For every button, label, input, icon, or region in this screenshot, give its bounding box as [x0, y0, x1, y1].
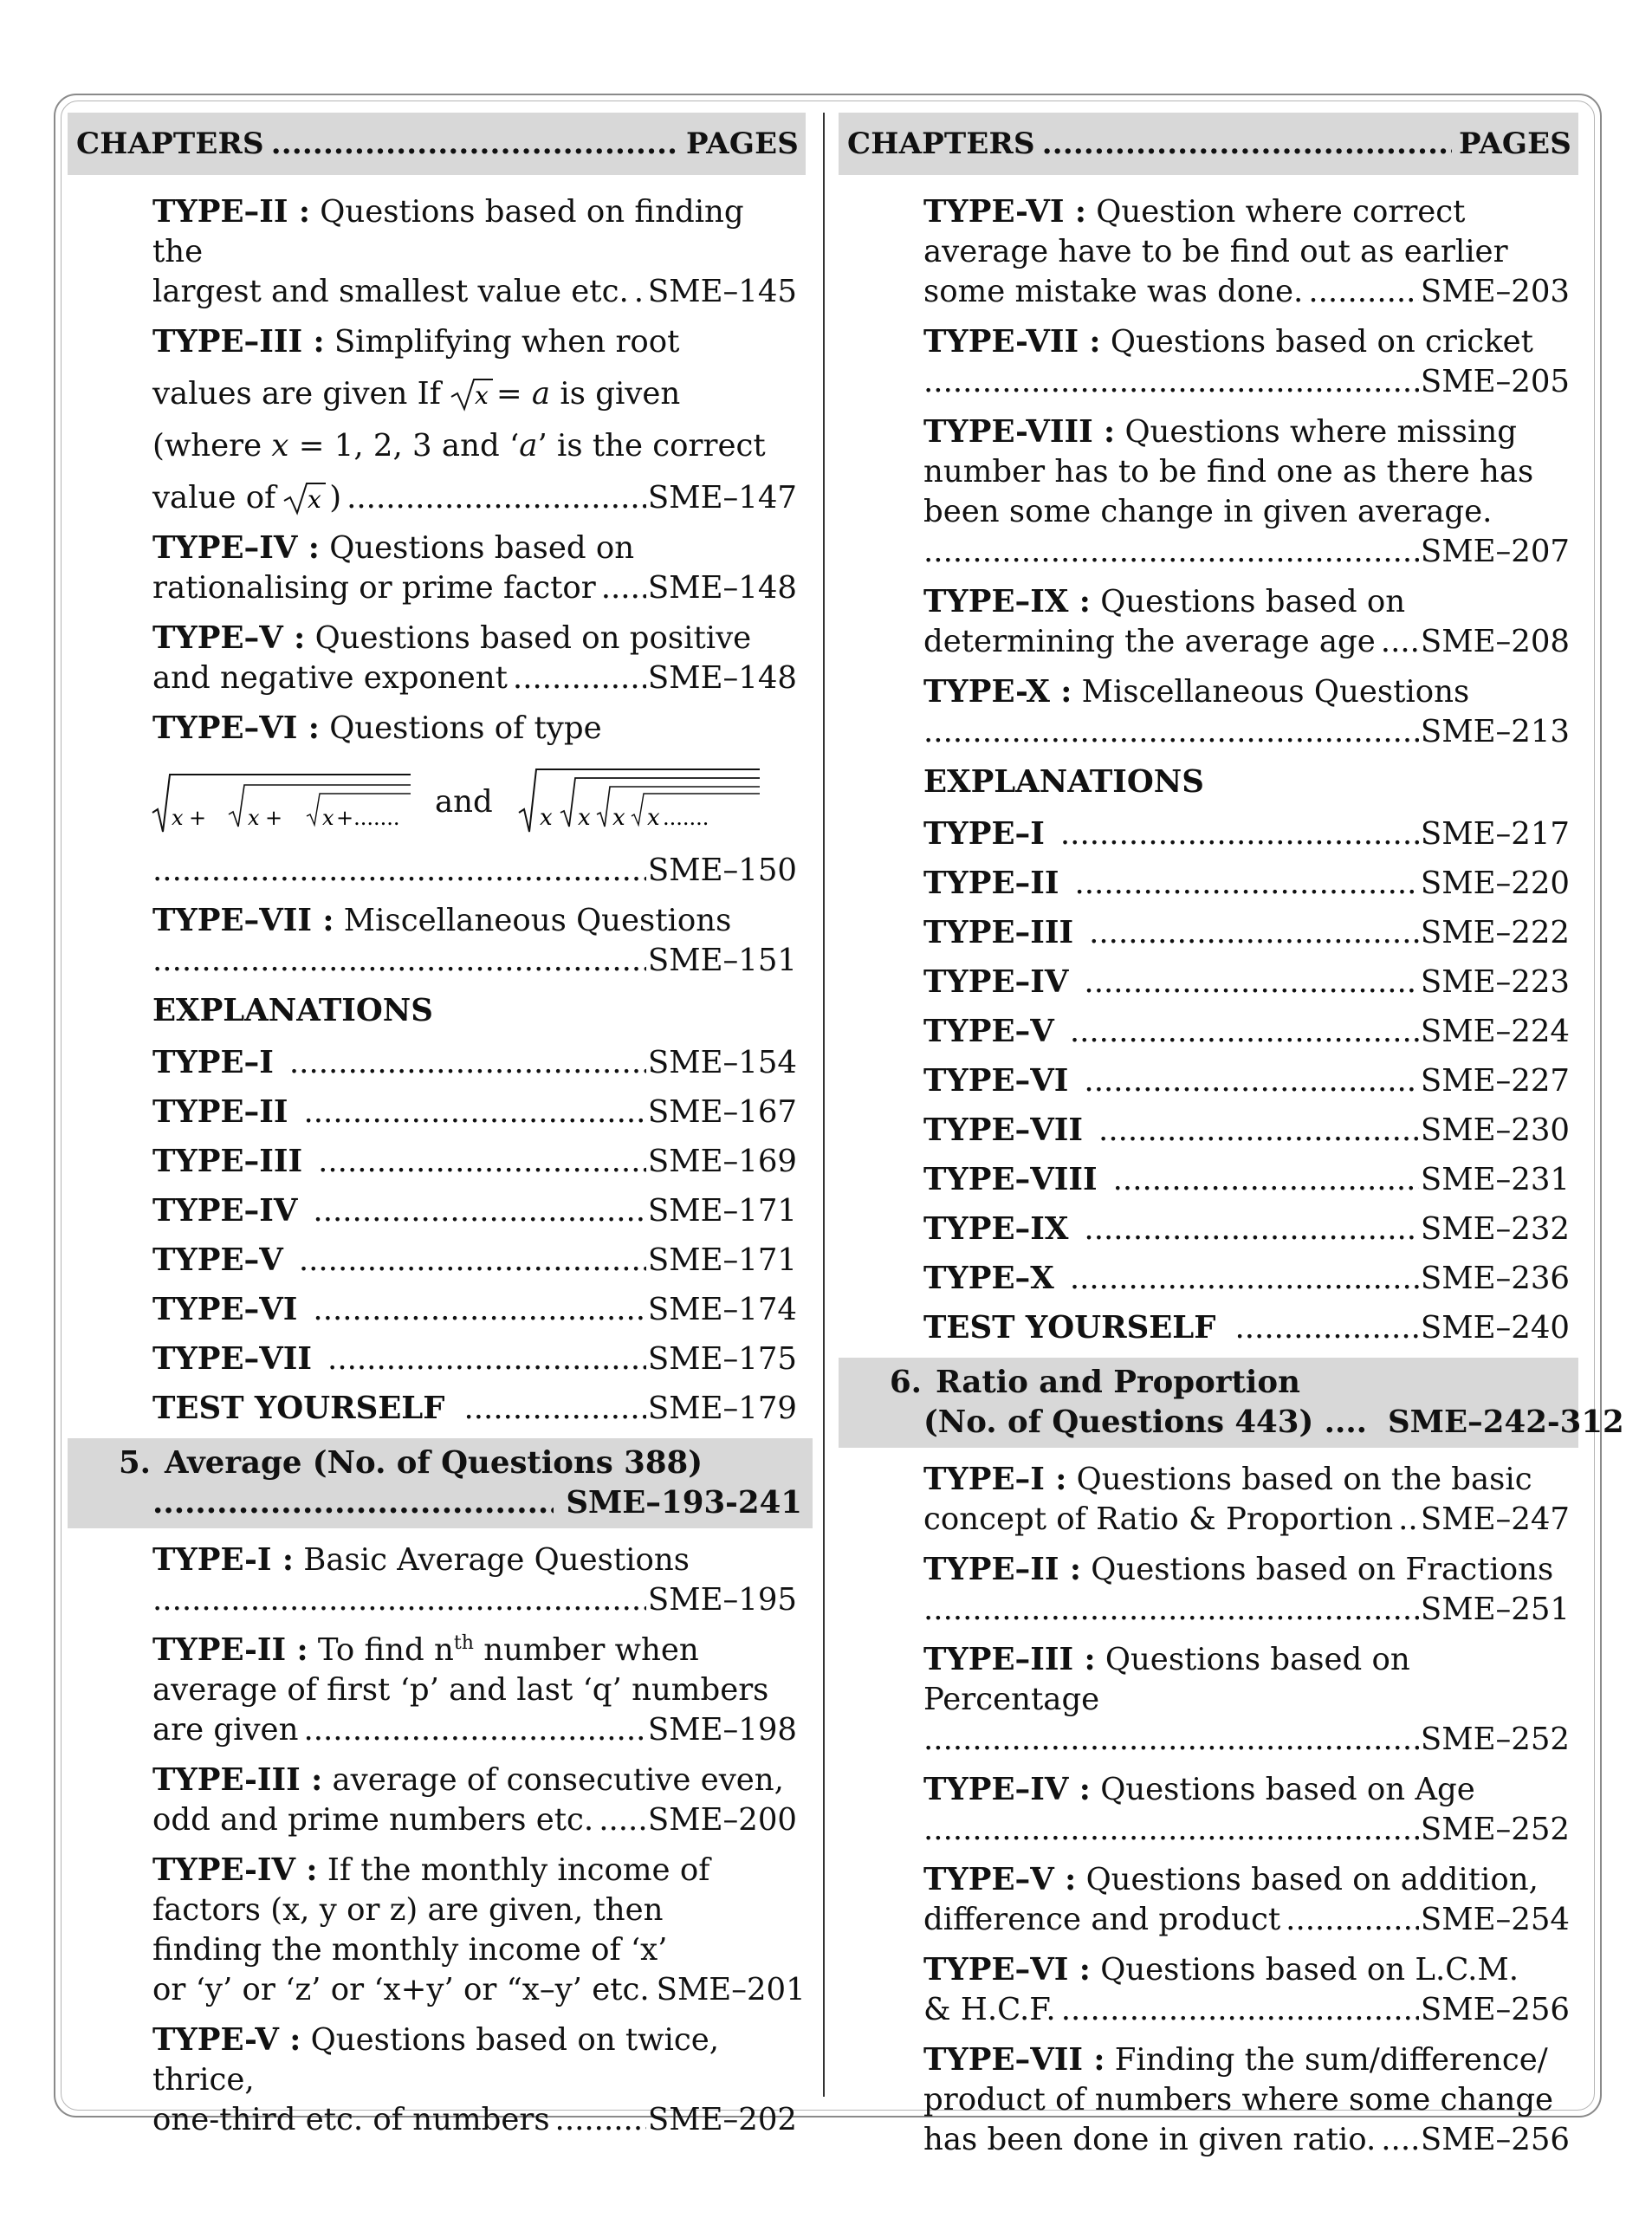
leader-dots — [1089, 913, 1419, 953]
chapter-number: 5. — [118, 1445, 151, 1481]
explanations-list — [923, 814, 1570, 1348]
toc-entry[interactable] — [152, 1043, 797, 1083]
entry-page: SME–252 — [1420, 1722, 1570, 1757]
entry-text: finding the monthly income of ‘x’ — [152, 1932, 668, 1968]
leader-dots — [923, 712, 1419, 752]
leader-dots — [1234, 1308, 1418, 1348]
leader-dots — [1113, 1160, 1419, 1200]
leader-dots — [634, 272, 646, 312]
toc-entry[interactable] — [923, 864, 1570, 904]
entry-page: SME–230 — [1420, 1112, 1570, 1148]
toc-entry[interactable] — [152, 529, 797, 608]
entry-text: Questions based on cricket — [1110, 324, 1533, 360]
leader-dots — [1061, 1990, 1419, 2030]
entry-type: TEST YOURSELF — [923, 1310, 1216, 1346]
entry-text: or ‘y’ or ‘z’ or ‘x+y’ or “x–y’ etc. — [152, 1972, 650, 2007]
entry-page: SME–217 — [1420, 816, 1570, 852]
entry-page: SME–231 — [1420, 1162, 1570, 1197]
toc-entry[interactable] — [923, 1860, 1570, 1940]
leader-dots — [601, 568, 646, 608]
entry-page: SME–222 — [1420, 915, 1570, 950]
leader-dots — [1308, 272, 1419, 312]
entry-page: SME–171 — [647, 1242, 797, 1278]
entry-page: SME–236 — [1420, 1261, 1570, 1296]
leader-dots — [923, 1810, 1419, 1850]
entry-type: TYPE–VI — [152, 1292, 298, 1327]
entry-text: Miscellaneous Questions — [343, 903, 732, 938]
entry-page: SME–220 — [1420, 866, 1570, 901]
explanations-title: EXPLANATIONS — [152, 993, 433, 1028]
left-entries — [68, 175, 806, 1429]
entry-page: SME–179 — [647, 1391, 797, 1426]
entry-text: number when — [483, 1632, 699, 1668]
entry-text: Questions based on — [329, 530, 635, 566]
entry-page: SME–254 — [1420, 1902, 1570, 1937]
svg-text:x: x — [172, 806, 184, 830]
entry-type: TEST YOURSELF — [152, 1391, 445, 1426]
chapter-title: Ratio and Proportion — [936, 1365, 1300, 1400]
toc-entry[interactable] — [152, 1093, 797, 1132]
entry-page: SME–198 — [647, 1712, 797, 1748]
toc-entry[interactable] — [923, 1950, 1570, 2030]
math-var: x — [271, 428, 289, 464]
leader-dots — [923, 1590, 1419, 1630]
svg-text:x: x — [539, 805, 553, 831]
chapter-count: (No. of Questions 443) .... — [923, 1404, 1368, 1440]
leader-dots — [347, 478, 646, 518]
entry-text: has been done in given ratio. — [923, 2122, 1377, 2157]
leader-dots — [1098, 1111, 1419, 1151]
entry-page: SME–223 — [1420, 964, 1570, 1000]
header-pages: PAGES — [1459, 126, 1571, 161]
entry-text: Questions based on Percentage — [923, 1642, 1410, 1717]
toc-entry[interactable] — [923, 814, 1570, 854]
toc-entry[interactable]: TYPE–III : Simplifying when root values are given If x = a is given (where x = 1, 2, 3 and ‘a’ is the correct value of x ) ..... SME–147 — [152, 322, 797, 518]
toc-entry[interactable] — [923, 412, 1570, 572]
entry-text: Questions of type — [329, 710, 602, 746]
chapter-5-entries — [68, 1534, 806, 2140]
leader-dots — [313, 1290, 645, 1330]
entry-text: Finding the sum/difference/ — [1114, 2042, 1548, 2078]
entry-text: = — [496, 376, 522, 412]
toc-entry[interactable] — [923, 192, 1570, 312]
leader-dots — [1084, 963, 1418, 1002]
svg-text:x: x — [248, 806, 260, 830]
toc-entry[interactable] — [923, 1111, 1570, 1151]
entry-page: SME–195 — [647, 1582, 797, 1618]
leader-dots — [1070, 1259, 1419, 1299]
entry-type: TYPE-VII : — [923, 324, 1101, 360]
svg-text:x: x — [308, 485, 322, 514]
toc-entry[interactable] — [152, 1142, 797, 1182]
header-leader — [271, 126, 679, 161]
entry-type: TYPE–IV — [152, 1193, 298, 1229]
entry-page: SME–150 — [647, 853, 797, 888]
leader-dots — [1060, 814, 1419, 854]
leader-dots — [1070, 1012, 1419, 1052]
entry-text: value of — [152, 480, 276, 516]
leader-dots — [923, 532, 1419, 572]
entry-text: Questions based on L.C.M. — [1100, 1952, 1519, 1988]
chapter-number: 6. — [889, 1365, 922, 1400]
entry-page: SME–171 — [647, 1193, 797, 1229]
entry-type: TYPE–VIII — [923, 1162, 1098, 1197]
leader-dots — [1074, 864, 1418, 904]
toc-entry[interactable] — [152, 1761, 797, 1840]
entry-text: average of first ‘p’ and last ‘q’ numbers — [152, 1672, 769, 1708]
entry-type: TYPE–VI : — [923, 1952, 1091, 1988]
leader-dots — [152, 1483, 554, 1523]
entry-text: some mistake was done. — [923, 274, 1304, 309]
entry-text: Questions based on addition, — [1085, 1862, 1539, 1897]
leader-dots — [289, 1043, 646, 1083]
entry-type: TYPE-IV : — [152, 1852, 318, 1888]
entry-text: factors (x, y or z) are given, then — [152, 1892, 664, 1928]
entry-type: TYPE–II : — [152, 194, 310, 230]
header-chapters: CHAPTERS — [847, 126, 1035, 161]
toc-entry[interactable] — [152, 1389, 797, 1429]
toc-entry[interactable] — [152, 1540, 797, 1620]
svg-text:x: x — [646, 805, 660, 831]
leader-dots — [303, 1093, 645, 1132]
entry-page: SME–208 — [1420, 624, 1570, 659]
svg-text:.......: ....... — [662, 806, 709, 830]
entry-type: TYPE–VI — [923, 1063, 1069, 1099]
toc-entry[interactable] — [152, 709, 797, 891]
nested-radical-formula — [151, 762, 797, 842]
entry-type: TYPE–I : — [923, 1462, 1067, 1497]
entry-text: Questions based on positive — [314, 620, 752, 656]
entry-type: TYPE–IV : — [152, 530, 320, 566]
entry-text: Miscellaneous Questions — [1081, 674, 1470, 710]
column-divider — [823, 113, 825, 2097]
entry-text: Questions based on finding the — [152, 194, 744, 269]
header-leader — [1042, 126, 1452, 161]
entry-page: SME–251 — [1420, 1592, 1570, 1627]
svg-text:x: x — [322, 806, 334, 830]
entry-page: SME–207 — [1420, 534, 1570, 569]
entry-type: TYPE–V : — [923, 1862, 1077, 1897]
entry-page: SME–154 — [647, 1045, 797, 1080]
nested-sqrt-product-icon — [517, 762, 760, 842]
entry-type: TYPE-III : — [152, 1762, 323, 1798]
toc-entry[interactable] — [923, 1259, 1570, 1299]
toc-entry[interactable] — [923, 913, 1570, 953]
entry-text: are given — [152, 1712, 299, 1748]
entry-page: SME–169 — [647, 1144, 797, 1179]
toc-entry[interactable] — [152, 901, 797, 981]
leader-dots — [555, 2100, 646, 2140]
entry-text: average of consecutive even, — [332, 1762, 784, 1798]
entry-type: TYPE–VII — [152, 1341, 313, 1377]
toc-entry[interactable] — [923, 582, 1570, 662]
entry-text: ’ is the correct — [537, 428, 766, 464]
entry-text: (where — [152, 428, 262, 464]
entry-text: been some change in given average. — [923, 494, 1493, 529]
entry-type: TYPE–V — [923, 1014, 1054, 1049]
entry-type: TYPE-X : — [923, 674, 1072, 710]
leader-dots — [152, 941, 646, 981]
entry-page: SME–247 — [1420, 1501, 1570, 1537]
leader-dots — [1398, 1500, 1419, 1540]
leader-dots — [599, 1800, 646, 1840]
math-var: a — [519, 428, 538, 464]
svg-text:+: + — [265, 806, 283, 830]
entry-text: is given — [560, 376, 681, 412]
toc-entry[interactable] — [923, 1550, 1570, 1630]
entry-page: SME–151 — [647, 943, 797, 978]
entry-page: SME–148 — [647, 570, 797, 606]
chapter-pages: SME–193-241 — [566, 1485, 802, 1521]
entry-text: one-third etc. of numbers — [152, 2102, 550, 2137]
entry-type: TYPE–II — [152, 1094, 288, 1130]
leader-dots — [1084, 1061, 1418, 1101]
entry-text: and negative exponent — [152, 660, 508, 696]
toc-entry[interactable] — [152, 1241, 797, 1281]
toc-entry[interactable] — [923, 1160, 1570, 1200]
chapter-pages: SME–242-312 — [1388, 1404, 1624, 1440]
entry-type: TYPE–IX : — [923, 584, 1091, 619]
entry-type: TYPE–I — [923, 816, 1045, 852]
entry-page: SME–203 — [1420, 274, 1570, 309]
svg-text:+: + — [189, 806, 207, 830]
leader-dots — [303, 1710, 645, 1750]
entry-text: difference and product — [923, 1902, 1281, 1937]
superscript: th — [453, 1632, 474, 1655]
explanations-list — [152, 1043, 797, 1429]
entry-page: SME–145 — [647, 274, 797, 309]
entry-text: product of numbers where some change — [923, 2082, 1554, 2117]
entry-page: SME–256 — [1420, 1992, 1570, 2027]
toc-entry[interactable] — [152, 2020, 797, 2140]
entry-type: TYPE–II — [923, 866, 1059, 901]
leader-dots — [923, 1720, 1419, 1760]
entry-text: rationalising or prime factor — [152, 570, 596, 606]
toc-entry[interactable] — [152, 192, 797, 312]
entry-page: SME–200 — [647, 1802, 797, 1838]
entry-type: TYPE–VII : — [152, 903, 334, 938]
entry-text: Questions based on the basic — [1076, 1462, 1532, 1497]
toc-entry[interactable] — [152, 1851, 806, 2010]
entry-text: To find n — [317, 1632, 454, 1668]
right-entries — [839, 175, 1578, 1348]
entry-type: TYPE–V : — [152, 620, 306, 656]
leader-dots — [463, 1389, 645, 1429]
left-column — [68, 113, 806, 2150]
leader-dots — [327, 1339, 646, 1379]
entry-text: Questions based on Age — [1100, 1772, 1475, 1807]
entry-page: SME–252 — [1420, 1812, 1570, 1847]
leader-dots — [152, 1580, 646, 1620]
toc-entry[interactable] — [152, 1631, 797, 1750]
toc-entry[interactable] — [923, 1210, 1570, 1249]
right-header — [839, 113, 1578, 175]
entry-page: SME–201 — [656, 1972, 806, 2007]
chapter-title: Average (No. of Questions 388) — [165, 1445, 703, 1481]
entry-type: TYPE-II : — [152, 1632, 308, 1668]
entry-page: SME–227 — [1420, 1063, 1570, 1099]
leader-dots — [299, 1241, 646, 1281]
right-column — [839, 113, 1624, 2170]
entry-page: SME–232 — [1420, 1211, 1570, 1247]
leader-dots — [513, 658, 646, 698]
entry-text: Basic Average Questions — [303, 1542, 690, 1578]
entry-type: TYPE–VII : — [923, 2042, 1105, 2078]
toc-entry[interactable] — [923, 963, 1570, 1002]
toc-entry[interactable] — [152, 619, 797, 698]
entry-text: Question where correct — [1096, 194, 1466, 230]
entry-page: SME–224 — [1420, 1014, 1570, 1049]
nested-sqrt-sum-icon — [151, 762, 411, 842]
toc-entry[interactable] — [923, 1770, 1570, 1850]
chapter-6-entries — [839, 1453, 1578, 2160]
entry-type: TYPE–VII — [923, 1112, 1084, 1148]
entry-type: TYPE–III : — [923, 1642, 1096, 1677]
entry-page: SME–256 — [1420, 2122, 1570, 2157]
formula-and: and — [435, 784, 493, 820]
entry-page: SME–167 — [647, 1094, 797, 1130]
entry-text: concept of Ratio & Proportion — [923, 1501, 1394, 1537]
entry-type: TYPE–X — [923, 1261, 1054, 1296]
entry-page: SME–205 — [1420, 364, 1570, 399]
entry-text: average have to be find out as earlier — [923, 234, 1508, 269]
toc-entry[interactable] — [152, 1191, 797, 1231]
toc-entry[interactable] — [923, 1308, 1570, 1348]
left-header — [68, 113, 806, 175]
toc-entry[interactable] — [923, 672, 1570, 752]
entry-type: TYPE–IV : — [923, 1772, 1091, 1807]
entry-text: determining the average age — [923, 624, 1376, 659]
math-var: a — [531, 376, 551, 412]
entry-text: largest and smallest value etc. — [152, 274, 629, 309]
entry-text: Questions where missing — [1124, 414, 1517, 450]
toc-entry[interactable] — [923, 1640, 1570, 1760]
entry-text: If the monthly income of — [327, 1852, 710, 1888]
entry-type: TYPE–VI : — [152, 710, 320, 746]
svg-text:+.......: +....... — [336, 806, 400, 830]
entry-text: values are given If — [152, 376, 441, 412]
toc-entry[interactable] — [152, 1339, 797, 1379]
entry-text: Questions based on Fractions — [1091, 1552, 1554, 1587]
leader-dots — [313, 1191, 645, 1231]
entry-page: SME–174 — [647, 1292, 797, 1327]
header-chapters: CHAPTERS — [76, 126, 264, 161]
leader-dots — [152, 851, 646, 891]
entry-page: SME–175 — [647, 1341, 797, 1377]
entry-type: TYPE–I — [152, 1045, 274, 1080]
entry-type: TYPE–V — [152, 1242, 283, 1278]
entry-page: SME–213 — [1420, 714, 1570, 749]
entry-type: TYPE–IV — [923, 964, 1069, 1000]
leader-dots — [1286, 1900, 1419, 1940]
chapter-6-heading[interactable] — [839, 1358, 1624, 1448]
sqrt-icon — [450, 376, 493, 412]
entry-type: TYPE–IX — [923, 1211, 1069, 1247]
leader-dots — [1084, 1210, 1418, 1249]
leader-dots — [923, 362, 1419, 402]
toc-entry[interactable] — [923, 1460, 1570, 1540]
entry-text: odd and prime numbers etc. — [152, 1802, 594, 1838]
toc-entry[interactable] — [923, 2040, 1570, 2160]
entry-type: TYPE–II : — [923, 1552, 1081, 1587]
entry-page: SME–148 — [647, 660, 797, 696]
entry-type: TYPE-V : — [152, 2022, 301, 2058]
svg-text:x: x — [474, 381, 489, 410]
entry-text: = 1, 2, 3 and ‘ — [298, 428, 520, 464]
header-pages: PAGES — [686, 126, 799, 161]
entry-type: TYPE-VIII : — [923, 414, 1116, 450]
toc-entry[interactable] — [923, 1061, 1570, 1101]
entry-type: TYPE-VI : — [923, 194, 1086, 230]
toc-entry[interactable] — [923, 322, 1570, 402]
entry-page: SME–240 — [1420, 1310, 1570, 1346]
entry-type: TYPE–III : — [152, 324, 325, 360]
leader-dots — [318, 1142, 646, 1182]
entry-text: Simplifying when root — [334, 324, 680, 360]
explanations-title: EXPLANATIONS — [923, 764, 1204, 800]
entry-text: Questions based on — [1100, 584, 1406, 619]
entry-page: SME–202 — [647, 2102, 797, 2137]
leader-dots — [1381, 622, 1419, 662]
toc-entry[interactable] — [923, 1012, 1570, 1052]
entry-type: TYPE–III — [152, 1144, 303, 1179]
entry-type: TYPE–III — [923, 915, 1074, 950]
toc-entry[interactable] — [152, 1290, 797, 1330]
entry-text: Questions based on twice, thrice, — [152, 2022, 720, 2098]
entry-page: SME–147 — [647, 480, 797, 516]
sqrt-icon — [282, 480, 327, 516]
chapter-5-heading[interactable] — [68, 1438, 813, 1528]
entry-text: & H.C.F. — [923, 1992, 1056, 2027]
entry-type: TYPE-I : — [152, 1542, 294, 1578]
leader-dots — [1381, 2120, 1419, 2160]
entry-text: number has to be find one as there has — [923, 454, 1534, 490]
svg-text:x: x — [612, 805, 625, 831]
svg-text:x: x — [577, 805, 591, 831]
